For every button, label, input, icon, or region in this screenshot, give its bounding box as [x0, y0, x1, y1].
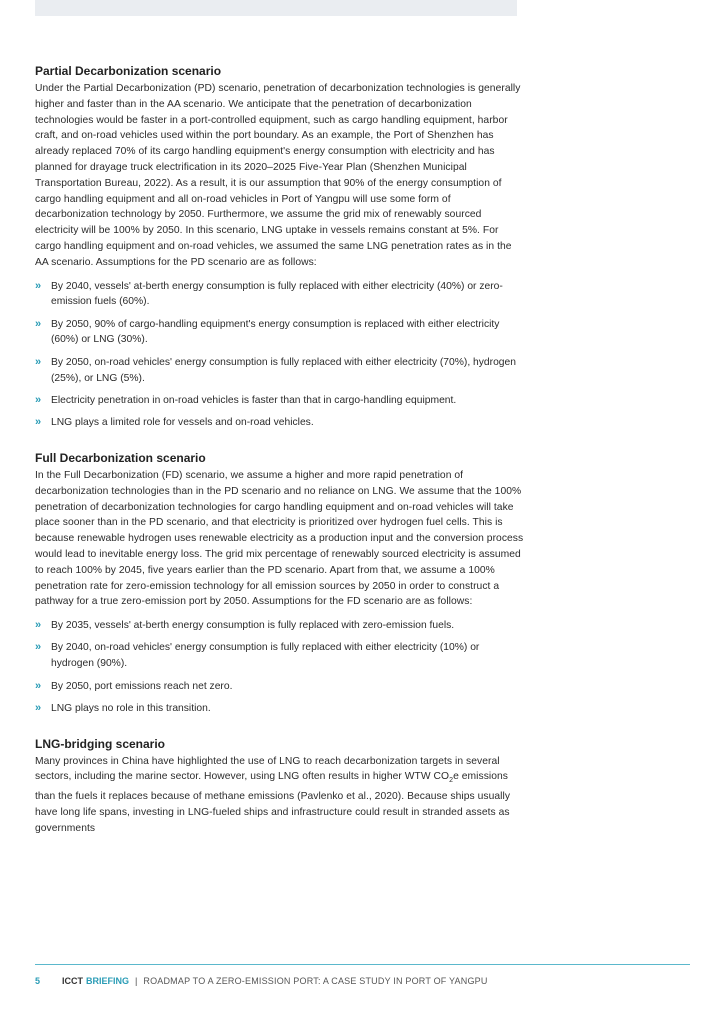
list-item: » By 2035, vessels' at-berth energy consumption is fully replaced with zero-emission fuels. — [35, 618, 525, 634]
list-item: » LNG plays no role in this transition. — [35, 701, 525, 717]
chevron-bullet-icon: » — [35, 393, 42, 406]
list-item: » By 2050, port emissions reach net zero. — [35, 679, 525, 695]
section-heading: Partial Decarbonization scenario — [35, 64, 222, 78]
list-item: » Electricity penetration in on-road vehicles is faster than that in cargo-handling equipment. — [35, 393, 525, 409]
list-item: » By 2050, on-road vehicles' energy consumption is fully replaced with either electricity (70%), hydrogen (25%), or LNG (5%). — [35, 355, 516, 384]
chevron-bullet-icon: » — [35, 679, 42, 692]
footer-doc-type: BRIEFING — [86, 976, 130, 986]
chevron-bullet-icon: » — [35, 416, 42, 429]
chevron-bullet-icon: » — [35, 641, 42, 654]
section-paragraph: In the Full Decarbonization (FD) scenario, we assume a higher and more rapid penetration of decarbonization technologies than in the PD scenario and no reliance on LNG. We assume that the 100% penetration of decarbonization technologies for cargo handling equipment and on-road vehicles will take place sooner than in the PD scenario, and that electricity is prioritized over hydrogen fuel cells. This is because renewable hydrogen uses renewable electricity as a production input and the conversion process would lead to inevitable energy loss. The grid mix percentage of renewably sourced electricity is assumed to reach 100% by 2045, five years earlier than the PD scenario. Apart from that, we assume a 100% penetration rate for zero-emission technology for all emission sources by 2050 in order to construct a pathway for a true zero-emission port by 2050. Assumptions for the FD scenario are as follows: — [35, 469, 524, 608]
chevron-bullet-icon: » — [35, 701, 42, 714]
page-number: 5 — [35, 976, 41, 986]
footer-title: ROADMAP TO A ZERO-EMISSION PORT: A CASE STUDY IN PORT OF YANGPU — [143, 976, 488, 986]
page-content — [35, 64, 525, 837]
subscript-2: 2 — [449, 777, 454, 785]
list-item: » By 2050, 90% of cargo-handling equipment's energy consumption is replaced with either electricity (60%) or LNG (30%). — [35, 317, 500, 346]
section-paragraph: Many provinces in China have highlighted the use of LNG to reach decarbonization targets in several sectors, including the marine sector. However, using LNG often results in higher WTW $CO_2e$ emissions than the fuels it replaces because of methane emissions (Pavlenko et al., 2020). Because ships usually have long life spans, investing in LNG-fueled ships and infrastructure could result in stranded assets as governments — [35, 755, 511, 834]
section-lng-bridging — [35, 737, 525, 837]
assumption-list — [35, 618, 525, 716]
section-heading: LNG-bridging scenario — [35, 736, 166, 751]
chevron-bullet-icon: » — [35, 355, 42, 368]
footer-divider — [35, 964, 690, 965]
assumption-list — [35, 279, 525, 431]
section-paragraph: Under the Partial Decarbonization (PD) scenario, penetration of decarbonization technologies is generally higher and faster than in the AA scenario. We anticipate that the penetration of decarbonization technologies would be faster in a port-controlled equipment, such as cargo handling equipment, harbor craft, and on-road vehicles used within the port boundary. As an example, the Port of Shenzhen has already replaced 70% of its cargo handling equipment's energy consumption with electricity and has planned for drayage truck electrification in its 2020–2025 Five-Year Plan (Shenzhen Municipal Transportation Bureau, 2022). As a result, it is our assumption that 90% of the energy consumption of cargo handling equipment and all on-road vehicles in Port of Yangpu will use some form of decarbonization technology by 2050. Furthermore, we assume the grid mix of renewably sourced electricity will be 100% by 2050. In this scenario, LNG uptake in vessels remains constant at 5%. For cargo handling equipment and on-road vehicles, we assumed the same LNG penetration rates as in the AA scenario. Assumptions for the PD scenario are as follows: — [35, 83, 521, 268]
section-heading: Full Decarbonization scenario — [35, 450, 206, 465]
chevron-bullet-icon: » — [35, 619, 42, 632]
chevron-bullet-icon: » — [35, 279, 42, 292]
list-item: » LNG plays a limited role for vessels and on-road vehicles. — [35, 415, 525, 431]
footer-separator: | — [135, 976, 138, 986]
footer-org: ICCT — [62, 976, 84, 986]
list-item: » By 2040, vessels' at-berth energy consumption is fully replaced with either electricity (40%) or zero-emission fuels (60%). — [35, 279, 503, 308]
chevron-bullet-icon: » — [35, 317, 42, 330]
list-item: » By 2040, on-road vehicles' energy consumption is fully replaced with either electricity (10%) or hydrogen (90%). — [35, 641, 480, 670]
section-partial-decarbonization — [35, 64, 525, 431]
page-footer — [35, 976, 488, 986]
section-full-decarbonization — [35, 451, 525, 717]
top-shaded-box — [35, 0, 517, 16]
